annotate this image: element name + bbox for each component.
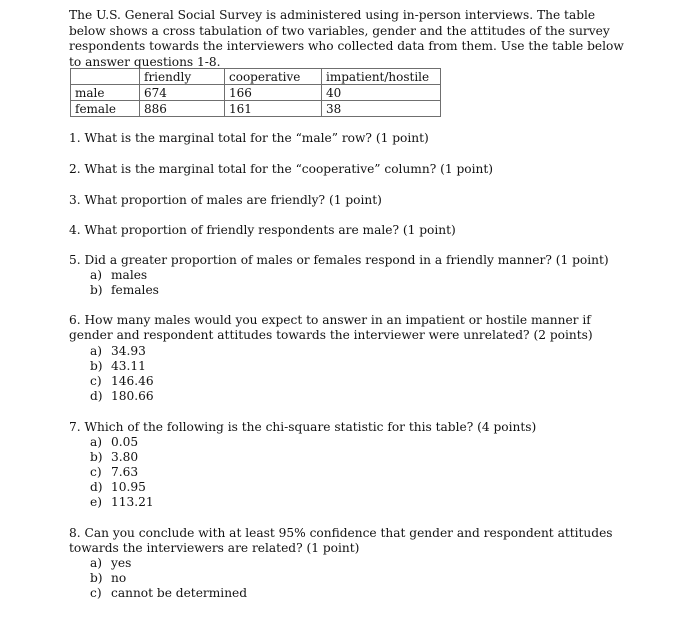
table-cell: 886 [140, 101, 225, 117]
cross-tabulation-table [70, 68, 441, 117]
question-5-options [90, 268, 159, 298]
table-cell: 166 [225, 85, 322, 101]
table-cell: 38 [322, 101, 441, 117]
answer-option: b) 3.80 [90, 450, 139, 464]
table-header-cell [71, 69, 140, 85]
question-6: 6. How many males would you expect to answer in an impatient or hostile manner if gender and respondent attitudes towards the interviewer were unrelated? (2 points) [69, 313, 593, 342]
question-1: 1. What is the marginal total for the “male” row? (1 point) [69, 131, 429, 145]
answer-option: a) yes [90, 556, 132, 570]
intro-paragraph: The U.S. General Social Survey is administered using in-person interviews. The table below shows a cross tabulation of two variables, gender and the attitudes of the survey respondents towards the interviewers who collected data from them. Use the table below to answer questions 1-8. [69, 8, 624, 69]
question-6-options [90, 344, 154, 404]
table-cell: 161 [225, 101, 322, 117]
table-row-label: female [71, 101, 140, 117]
table-cell: 674 [140, 85, 225, 101]
answer-option: d) 180.66 [90, 389, 154, 403]
answer-option: d) 10.95 [90, 480, 146, 494]
answer-option: b) no [90, 571, 127, 585]
question-2: 2. What is the marginal total for the “cooperative” column? (1 point) [69, 162, 494, 176]
answer-option: c) 146.46 [90, 374, 154, 388]
table-header-cell: cooperative [225, 69, 322, 85]
answer-option: c) 7.63 [90, 465, 139, 479]
table-row-label: male [71, 85, 140, 101]
answer-option: b) 43.11 [90, 359, 146, 373]
question-3: 3. What proportion of males are friendly? (1 point) [69, 193, 382, 207]
answer-option: a) 0.05 [90, 435, 139, 449]
question-7: 7. Which of the following is the chi-square statistic for this table? (4 points) [69, 420, 537, 434]
answer-option: b) females [90, 283, 159, 297]
question-5: 5. Did a greater proportion of males or females respond in a friendly manner? (1 point) [69, 253, 609, 267]
question-8-options [90, 556, 247, 601]
question-7-options [90, 435, 154, 510]
question-4: 4. What proportion of friendly respondents are male? (1 point) [69, 223, 456, 237]
answer-option: e) 113.21 [90, 495, 154, 509]
answer-option: a) 34.93 [90, 344, 146, 358]
question-8: 8. Can you conclude with at least 95% confidence that gender and respondent attitudes towards the interviewers are related? (1 point) [69, 526, 613, 555]
answer-option: c) cannot be determined [90, 586, 248, 600]
answer-option: a) males [90, 268, 148, 282]
table-row [71, 101, 441, 117]
table-header-row [71, 69, 441, 85]
table-header-cell: friendly [140, 69, 225, 85]
table-header-cell: impatient/hostile [322, 69, 441, 85]
table-row [71, 85, 441, 101]
table-cell: 40 [322, 85, 441, 101]
